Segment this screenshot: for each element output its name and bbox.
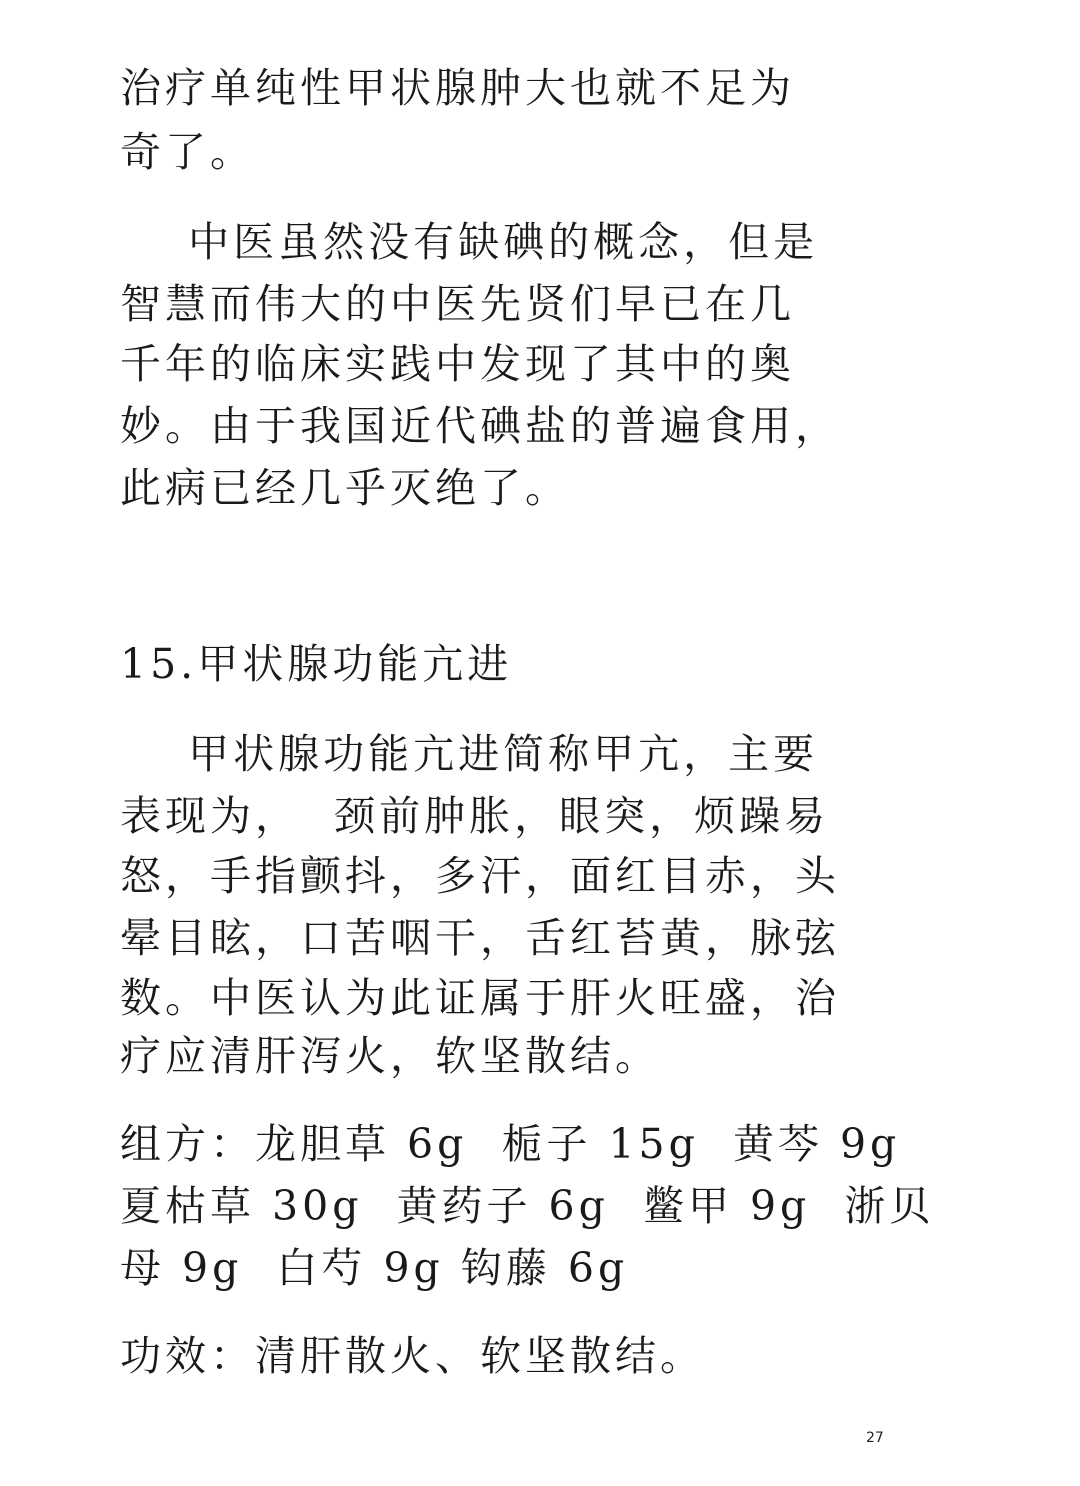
paragraph2-line-3: 千年的临床实践中发现了其中的奥 bbox=[120, 340, 795, 388]
formula-line-3: 母 9g 白芍 9g 钩藤 6g bbox=[120, 1244, 629, 1292]
paragraph2-line-4: 妙。由于我国近代碘盐的普遍食用， bbox=[120, 402, 840, 450]
section-heading: 15.甲状腺功能亢进 bbox=[120, 640, 513, 688]
paragraph2-line-2: 智慧而伟大的中医先贤们早已在几 bbox=[120, 280, 795, 328]
paragraph2-line-5: 此病已经几乎灭绝了。 bbox=[120, 464, 570, 512]
paragraph3-line-3: 怒，手指颤抖，多汗，面红目赤，头 bbox=[120, 852, 840, 900]
paragraph3-line-1: 甲状腺功能亢进简称甲亢，主要 bbox=[120, 730, 819, 778]
page-number: 27 bbox=[866, 1430, 884, 1446]
efficacy-line: 功效：清肝散火、软坚散结。 bbox=[120, 1332, 705, 1380]
formula-line-1: 组方：龙胆草 6g 栀子 15g 黄芩 9g bbox=[120, 1120, 901, 1168]
paragraph3-line-6: 疗应清肝泻火，软坚散结。 bbox=[120, 1032, 660, 1080]
paragraph3-line-4: 晕目眩，口苦咽干，舌红苔黄，脉弦 bbox=[120, 914, 840, 962]
paragraph3-line-2: 表现为， 颈前肿胀，眼突，烦躁易 bbox=[120, 792, 830, 840]
formula-line-2: 夏枯草 30g 黄药子 6g 鳖甲 9g 浙贝 bbox=[120, 1182, 935, 1230]
paragraph1-line-1: 治疗单纯性甲状腺肿大也就不足为 bbox=[120, 64, 795, 112]
paragraph3-line-5: 数。中医认为此证属于肝火旺盛，治 bbox=[120, 974, 840, 1022]
paragraph1-line-2: 奇了。 bbox=[120, 128, 255, 176]
paragraph2-line-1: 中医虽然没有缺碘的概念，但是 bbox=[120, 218, 819, 266]
